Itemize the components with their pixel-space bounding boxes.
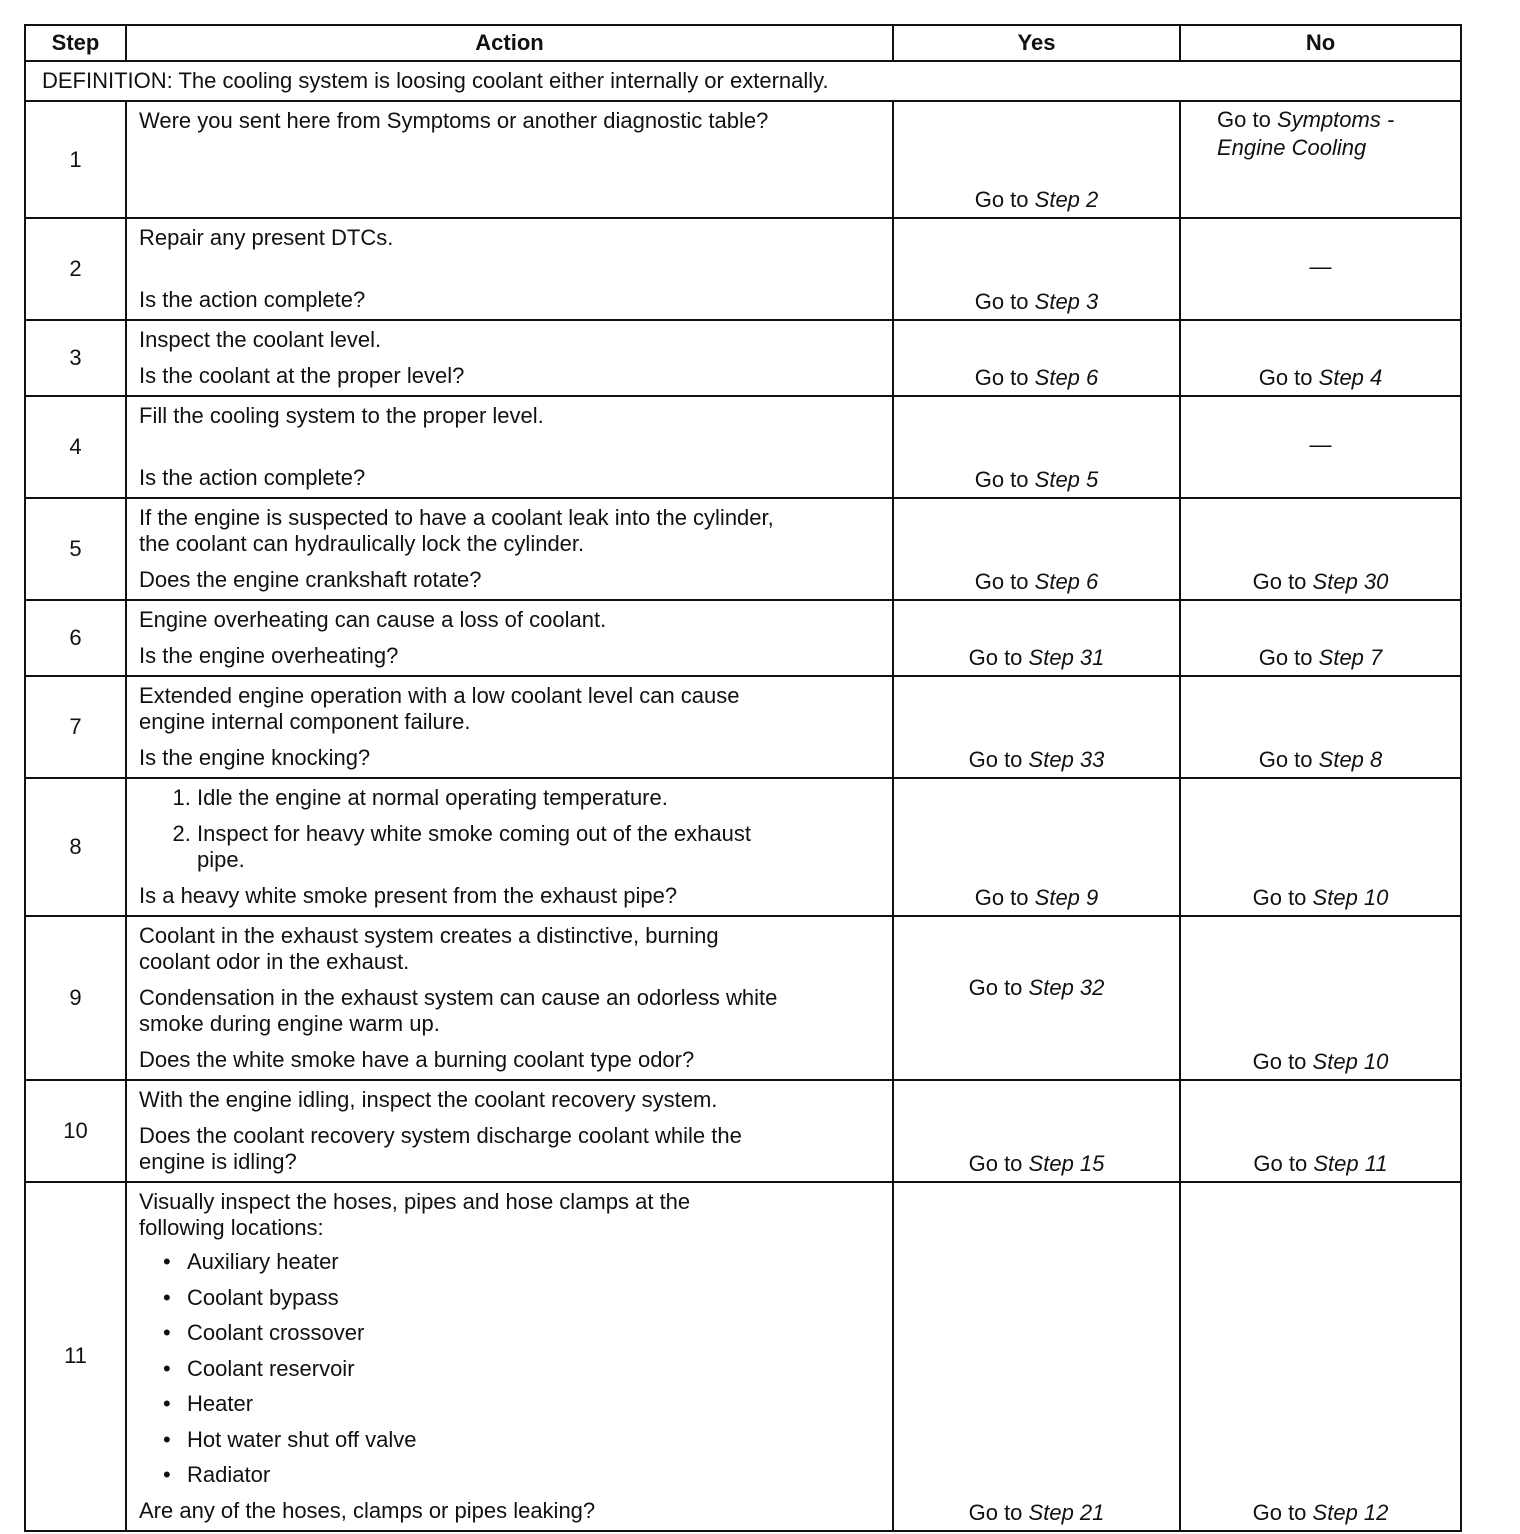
step-number: 7 xyxy=(25,676,126,778)
table-row xyxy=(25,101,1461,218)
action-cell xyxy=(126,778,893,916)
yes-step-link: Step 6 xyxy=(1034,365,1099,390)
table-row xyxy=(25,498,1461,600)
yes-cell xyxy=(893,396,1180,498)
step-number: 1 xyxy=(25,101,126,218)
goto-label: Go to xyxy=(974,289,1029,314)
action-line: Extended engine operation with a low coolant level can cause xyxy=(139,683,740,708)
goto-label: Go to xyxy=(1258,747,1313,772)
table-row xyxy=(25,1182,1461,1531)
action-line: coolant odor in the exhaust. xyxy=(139,949,410,974)
table-row xyxy=(25,778,1461,916)
yes-step-link: Step 32 xyxy=(1028,975,1105,1000)
action-line: Fill the cooling system to the proper level. xyxy=(139,403,544,428)
header-action: Action xyxy=(126,25,893,61)
action-question: engine is idling? xyxy=(139,1149,297,1174)
action-question: Does the coolant recovery system discharge coolant while the xyxy=(139,1123,742,1148)
table-row xyxy=(25,396,1461,498)
yes-step-link: Step 9 xyxy=(1034,885,1099,910)
numbered-list xyxy=(139,785,882,873)
no-dash: — xyxy=(1309,254,1332,279)
yes-step-link: Step 31 xyxy=(1028,645,1105,670)
yes-step-link: Step 2 xyxy=(1034,187,1099,212)
action-cell xyxy=(126,396,893,498)
yes-step-link: Step 33 xyxy=(1028,747,1105,772)
action-line: Inspect the coolant level. xyxy=(139,327,382,352)
no-cell xyxy=(1180,600,1461,676)
action-line: If the engine is suspected to have a coolant leak into the cylinder, xyxy=(139,505,774,530)
definition-text: DEFINITION: The cooling system is loosing coolant either internally or externally. xyxy=(25,61,1461,101)
no-cell xyxy=(1180,916,1461,1080)
yes-cell xyxy=(893,600,1180,676)
yes-cell xyxy=(893,218,1180,320)
yes-cell xyxy=(893,676,1180,778)
action-line: smoke during engine warm up. xyxy=(139,1011,440,1036)
action-cell xyxy=(126,600,893,676)
list-item: • Heater xyxy=(163,1391,882,1417)
no-step-link: Step 8 xyxy=(1318,747,1383,772)
step-number: 10 xyxy=(25,1080,126,1182)
list-item: • Auxiliary heater xyxy=(163,1249,882,1275)
yes-step-link: Step 3 xyxy=(1034,289,1099,314)
no-step-link: Step 7 xyxy=(1318,645,1383,670)
action-line: Visually inspect the hoses, pipes and hose clamps at the xyxy=(139,1189,691,1214)
no-cell xyxy=(1180,101,1461,218)
step-number: 2 xyxy=(25,218,126,320)
goto-label: Go to xyxy=(1258,645,1313,670)
step-number: 3 xyxy=(25,320,126,396)
action-cell xyxy=(126,676,893,778)
action-line: following locations: xyxy=(139,1215,324,1240)
goto-label: Go to xyxy=(1252,885,1307,910)
goto-label: Go to xyxy=(1258,365,1313,390)
step-number: 4 xyxy=(25,396,126,498)
no-step-link: Step 12 xyxy=(1312,1499,1389,1525)
goto-label: Go to xyxy=(1252,1499,1307,1525)
action-cell xyxy=(126,101,893,218)
no-cell xyxy=(1180,1182,1461,1531)
action-question: Does the white smoke have a burning coolant type odor? xyxy=(139,1047,695,1072)
goto-label: Go to xyxy=(974,885,1029,910)
action-line: Engine overheating can cause a loss of coolant. xyxy=(139,607,607,632)
action-cell xyxy=(126,1080,893,1182)
action-question: Does the engine crankshaft rotate? xyxy=(139,567,482,592)
goto-label: Go to xyxy=(968,975,1023,1000)
no-symptoms-link: Symptoms - xyxy=(1276,107,1395,132)
goto-label: Go to xyxy=(1252,569,1307,594)
header-step: Step xyxy=(25,25,126,61)
no-dash: — xyxy=(1309,432,1332,457)
action-question: Is a heavy white smoke present from the exhaust pipe? xyxy=(139,883,678,908)
table-row xyxy=(25,676,1461,778)
header-yes: Yes xyxy=(893,25,1180,61)
no-step-link: Step 4 xyxy=(1318,365,1383,390)
action-cell xyxy=(126,498,893,600)
table-row xyxy=(25,1080,1461,1182)
goto-label: Go to xyxy=(1253,1151,1308,1176)
action-question: Is the action complete? xyxy=(139,465,366,490)
no-step-link: Step 10 xyxy=(1312,1049,1389,1074)
yes-cell xyxy=(893,916,1180,1080)
no-step-link: Step 11 xyxy=(1313,1151,1388,1176)
action-line: the coolant can hydraulically lock the cylinder. xyxy=(139,531,585,556)
yes-step-link: Step 5 xyxy=(1034,467,1099,492)
goto-label: Go to xyxy=(1252,1049,1307,1074)
goto-label: Go to xyxy=(968,645,1023,670)
yes-step-link: Step 15 xyxy=(1028,1151,1105,1176)
no-step-link: Step 10 xyxy=(1312,885,1389,910)
table-row xyxy=(25,916,1461,1080)
action-cell xyxy=(126,320,893,396)
action-line: With the engine idling, inspect the coolant recovery system. xyxy=(139,1087,718,1112)
header-no: No xyxy=(1180,25,1461,61)
list-item: • Coolant crossover xyxy=(163,1320,882,1346)
action-question: Are any of the hoses, clamps or pipes leaking? xyxy=(139,1497,596,1523)
action-cell xyxy=(126,1182,893,1531)
no-cell xyxy=(1180,218,1461,320)
no-cell xyxy=(1180,676,1461,778)
yes-step-link: Step 21 xyxy=(1028,1499,1105,1525)
yes-cell xyxy=(893,1182,1180,1531)
action-question: Is the engine knocking? xyxy=(139,745,371,770)
no-cell xyxy=(1180,498,1461,600)
step-number: 11 xyxy=(25,1182,126,1531)
goto-label: Go to xyxy=(968,1499,1023,1525)
action-question: Is the engine overheating? xyxy=(139,643,399,668)
action-question: Is the action complete? xyxy=(139,287,366,312)
step-number: 9 xyxy=(25,916,126,1080)
yes-cell xyxy=(893,1080,1180,1182)
step-number: 8 xyxy=(25,778,126,916)
step-number: 6 xyxy=(25,600,126,676)
yes-cell xyxy=(893,498,1180,600)
no-cell xyxy=(1180,396,1461,498)
action-line: Condensation in the exhaust system can cause an odorless white xyxy=(139,985,778,1010)
yes-step-link: Step 6 xyxy=(1034,569,1099,594)
yes-cell xyxy=(893,101,1180,218)
list-item: • Radiator xyxy=(163,1462,882,1488)
action-cell xyxy=(126,218,893,320)
goto-label: Go to xyxy=(1217,107,1271,132)
action-line: Repair any present DTCs. xyxy=(139,225,394,250)
table-row xyxy=(25,320,1461,396)
step-number: 5 xyxy=(25,498,126,600)
goto-label: Go to xyxy=(974,467,1029,492)
list-item: 2. Inspect for heavy white smoke coming out of the exhaust pipe. xyxy=(197,821,882,873)
no-step-link: Step 30 xyxy=(1312,569,1389,594)
no-cell xyxy=(1180,320,1461,396)
table-row xyxy=(25,600,1461,676)
list-item: • Coolant reservoir xyxy=(163,1356,882,1382)
goto-label: Go to xyxy=(974,365,1029,390)
goto-label: Go to xyxy=(968,747,1023,772)
no-cell xyxy=(1180,778,1461,916)
yes-cell xyxy=(893,778,1180,916)
action-line: Coolant in the exhaust system creates a distinctive, burning xyxy=(139,923,719,948)
list-item: • Coolant bypass xyxy=(163,1285,882,1311)
action-question: Is the coolant at the proper level? xyxy=(139,363,465,388)
goto-label: Go to xyxy=(968,1151,1023,1176)
action-cell xyxy=(126,916,893,1080)
no-symptoms-link-2: Engine Cooling xyxy=(1217,135,1367,160)
yes-cell xyxy=(893,320,1180,396)
action-line: engine internal component failure. xyxy=(139,709,471,734)
diagnostic-table xyxy=(24,24,1462,1532)
goto-label: Go to xyxy=(974,569,1029,594)
action-line: Were you sent here from Symptoms or another diagnostic table? xyxy=(139,108,769,133)
bullet-list xyxy=(139,1249,882,1488)
no-cell xyxy=(1180,1080,1461,1182)
header-row xyxy=(25,25,1461,61)
list-item: • Hot water shut off valve xyxy=(163,1427,882,1453)
list-item: 1. Idle the engine at normal operating temperature. xyxy=(197,785,882,811)
goto-label: Go to xyxy=(974,187,1029,212)
definition-row xyxy=(25,61,1461,101)
table-row xyxy=(25,218,1461,320)
